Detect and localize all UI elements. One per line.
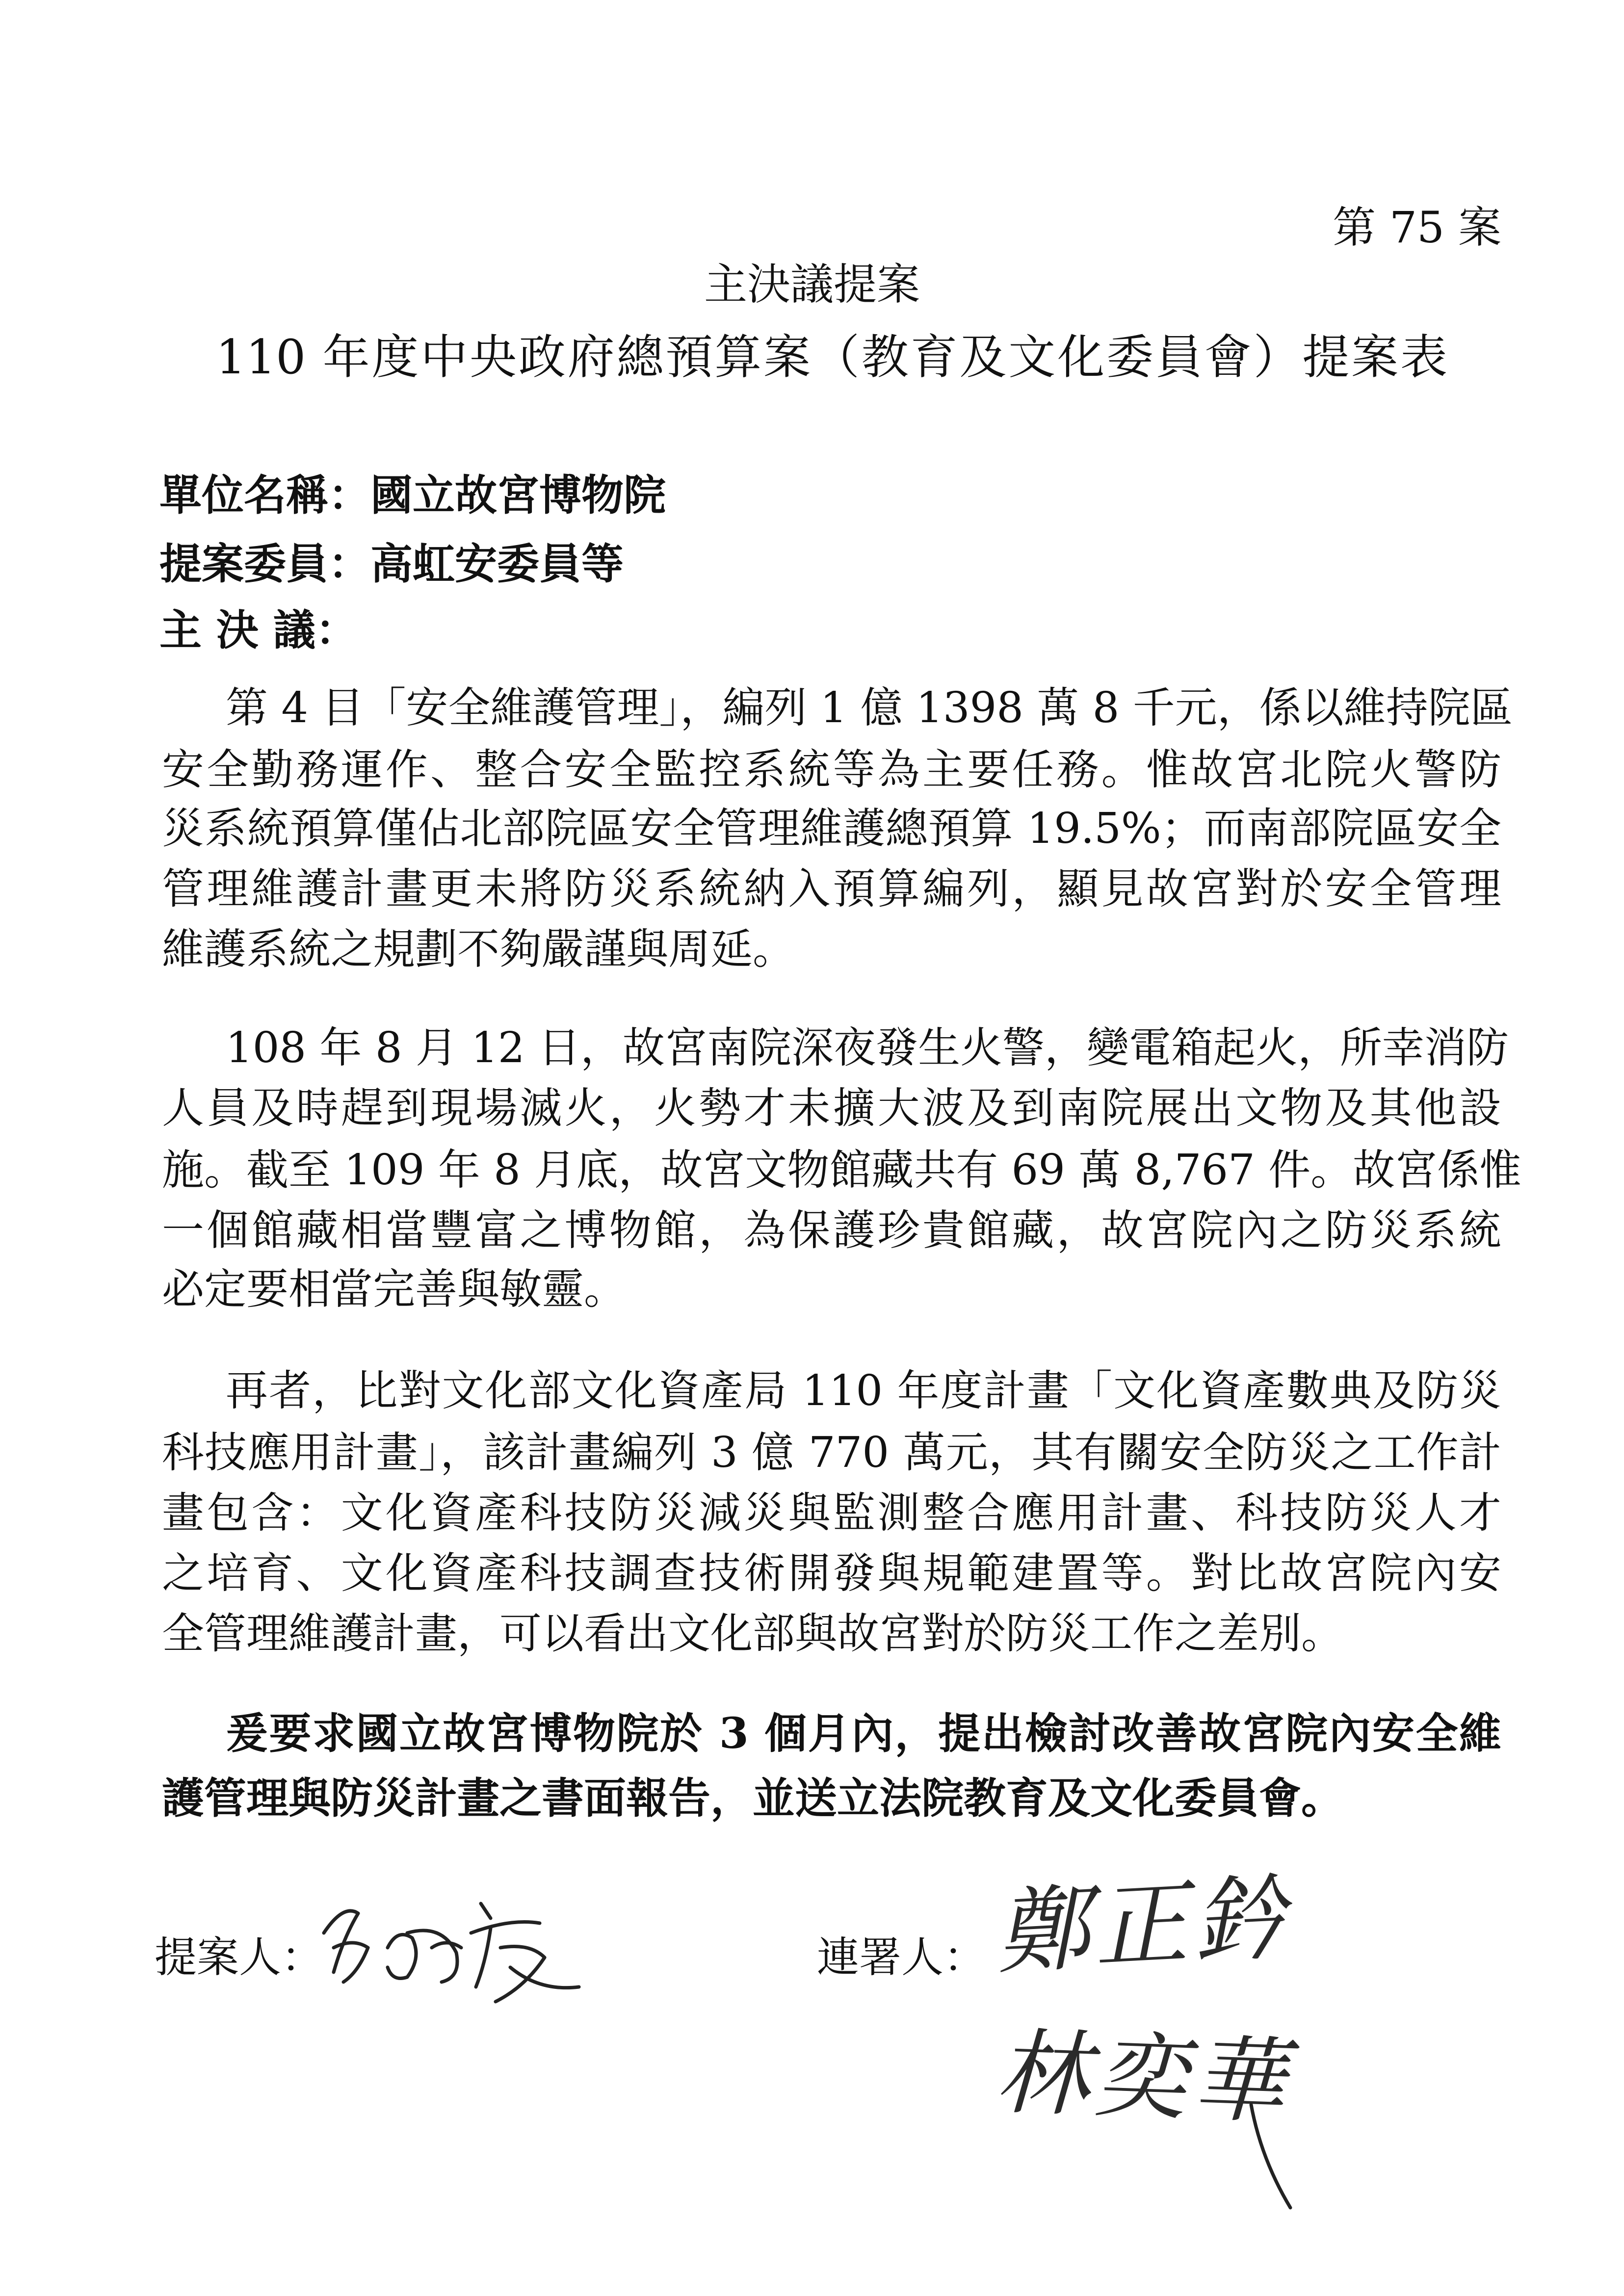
text-line: 管理維護計畫更未將防災系統納入預算編列，顯見故宮對於安全管理 bbox=[162, 864, 1501, 913]
text-line: 人員及時趕到現場滅火，火勢才未擴大波及到南院展出文物及其他設 bbox=[162, 1084, 1501, 1133]
text-line: 科技應用計畫」，該計畫編列 3 億 770 萬元，其有關安全防災之工作計 bbox=[162, 1428, 1501, 1477]
text-line: 108 年 8 月 12 日，故宮南院深夜發生火警，變電箱起火，所幸消防 bbox=[226, 1023, 1509, 1072]
text-line: 爰要求國立故宮博物院於 3 個月內，提出檢討改善故宮院內安全維 bbox=[226, 1709, 1501, 1758]
proposer-signature bbox=[314, 1874, 589, 2011]
document-subtitle: 110 年度中央政府總預算案（教育及文化委員會）提案表 bbox=[216, 330, 1447, 385]
text-line: 必定要相當完善與敏靈。 bbox=[162, 1265, 626, 1314]
text-line: 全管理維護計畫，可以看出文化部與故宮對於防災工作之差別。 bbox=[162, 1609, 1343, 1658]
proposer-committee: 提案委員：高虹安委員等 bbox=[159, 539, 624, 589]
text-line: 之培育、文化資產科技調查技術開發與規範建置等。對比故宮院內安 bbox=[162, 1549, 1501, 1598]
text-line: 維護系統之規劃不夠嚴謹與周延。 bbox=[162, 925, 795, 974]
resolution-label: 主 決 議： bbox=[159, 605, 358, 655]
text-line: 畫包含：文化資產科技防災減災與監測整合應用計畫、科技防災人才 bbox=[162, 1488, 1501, 1538]
cosigner-signature-2: 林奕華 bbox=[994, 2018, 1292, 2137]
cosigner-label: 連署人： bbox=[817, 1933, 986, 1982]
text-line: 護管理與防災計畫之書面報告，並送立法院教育及文化委員會。 bbox=[162, 1774, 1343, 1823]
text-line: 再者，比對文化部文化資產局 110 年度計畫「文化資產數典及防災 bbox=[226, 1366, 1501, 1415]
text-line: 一個館藏相當豐富之博物館，為保護珍貴館藏，故宮院內之防災系統 bbox=[162, 1206, 1501, 1255]
document-title: 主決議提案 bbox=[704, 259, 920, 310]
unit-name: 單位名稱：國立故宮博物院 bbox=[159, 470, 666, 520]
text-line: 安全勤務運作、整合安全監控系統等為主要任務。惟故宮北院火警防 bbox=[162, 745, 1501, 794]
text-line: 災系統預算僅佔北部院區安全管理維護總預算 19.5%；而南部院區安全 bbox=[162, 804, 1501, 853]
proposer-label: 提案人： bbox=[155, 1933, 323, 1982]
case-number: 第 75 案 bbox=[1333, 202, 1501, 253]
text-line: 第 4 目「安全維護管理」，編列 1 億 1398 萬 8 千元，係以維持院區 bbox=[226, 683, 1513, 732]
cosigner-signature-1: 鄭正鈐 bbox=[993, 1863, 1293, 1987]
text-line: 施。截至 109 年 8 月底，故宮文物館藏共有 69 萬 8,767 件。故宮係惟 bbox=[162, 1146, 1522, 1195]
cosigner-signature-tail bbox=[1212, 2100, 1310, 2218]
